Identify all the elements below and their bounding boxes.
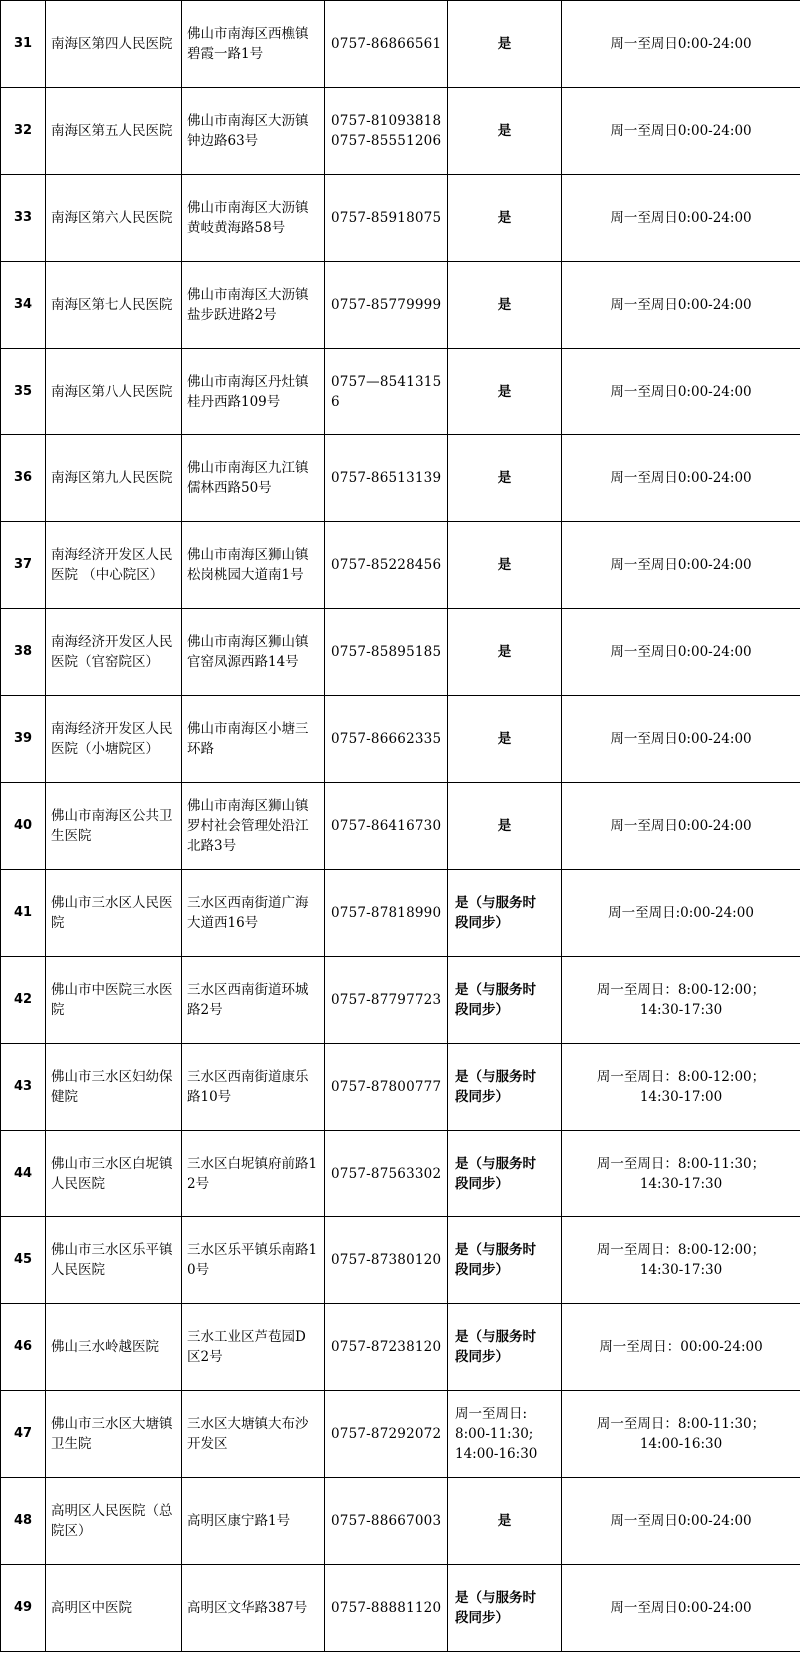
hospital-address: 佛山市南海区狮山镇罗村社会管理处沿江北路3号 [182, 783, 325, 870]
phone-line: 0757-85918075 [331, 209, 442, 226]
availability [448, 783, 562, 870]
phone-line: 0757-86513139 [331, 470, 442, 487]
available-line: 是 [497, 1513, 512, 1530]
hours-line: 周一至周日0:00-24:00 [610, 383, 752, 400]
service-hours [562, 348, 800, 435]
hospital-address: 三水区西南街道康乐路10号 [182, 1043, 325, 1130]
service-hours [562, 1565, 800, 1652]
table-body [1, 1, 800, 1652]
phone-line: 0757-86662335 [331, 731, 442, 748]
phone-line: 0757-87292072 [331, 1426, 442, 1443]
hospital-address: 三水区白坭镇府前路12号 [182, 1130, 325, 1217]
available-line: 段同步） [455, 1262, 509, 1279]
service-hours [562, 261, 800, 348]
available-line: 是 [497, 209, 512, 226]
hospital-phone [325, 1130, 448, 1217]
hours-line: 周一至周日0:00-24:00 [610, 644, 752, 661]
hospital-address: 三水区大塘镇大布沙开发区 [182, 1391, 325, 1478]
hours-line: 14:30-17:30 [639, 1001, 723, 1018]
hours-line: 周一至周日：00:00-24:00 [599, 1339, 763, 1356]
available-line: 段同步） [455, 1349, 509, 1366]
table-row [1, 87, 800, 174]
hospital-name: 佛山市三水区白坭镇人民医院 [46, 1130, 182, 1217]
availability [448, 1, 562, 88]
phone-line: 0757-87818990 [331, 904, 442, 921]
table-row [1, 696, 800, 783]
table-row [1, 1130, 800, 1217]
availability [448, 1130, 562, 1217]
hospital-name: 南海区第六人民医院 [46, 174, 182, 261]
hours-line: 14:30-17:00 [639, 1088, 723, 1105]
hours-line: 周一至周日：8:00-12:00； [596, 1242, 766, 1259]
hours-line: 14:30-17:30 [639, 1175, 723, 1192]
phone-line: 0757-88667003 [331, 1513, 442, 1530]
phone-line: 0757-87380120 [331, 1252, 442, 1269]
available-line: 段同步） [455, 1175, 509, 1192]
phone-line: 0757-85551206 [331, 132, 442, 149]
row-number: 48 [1, 1478, 46, 1565]
hospital-phone [325, 1304, 448, 1391]
available-line: 是 [497, 644, 512, 661]
table-row [1, 869, 800, 956]
row-number: 31 [1, 1, 46, 88]
service-hours [562, 1043, 800, 1130]
hospital-address: 三水区西南街道广海大道西16号 [182, 869, 325, 956]
hospital-phone [325, 522, 448, 609]
table-row [1, 1391, 800, 1478]
hospital-address: 高明区文华路387号 [182, 1565, 325, 1652]
hospital-name: 南海经济开发区人民医院 （中心院区） [46, 522, 182, 609]
row-number: 33 [1, 174, 46, 261]
availability [448, 1304, 562, 1391]
service-hours [562, 1217, 800, 1304]
service-hours [562, 1304, 800, 1391]
service-hours [562, 435, 800, 522]
hours-line: 14:30-17:30 [639, 1262, 723, 1279]
available-line: 段同步） [455, 1609, 509, 1626]
table-row [1, 1, 800, 88]
available-line: 是 [497, 817, 512, 834]
table-row [1, 261, 800, 348]
hospital-phone [325, 783, 448, 870]
available-line: 是 [497, 122, 512, 139]
hospital-address: 高明区康宁路1号 [182, 1478, 325, 1565]
table-row [1, 609, 800, 696]
available-line: 8:00-11:30; [455, 1426, 534, 1443]
available-line: 14:00-16:30 [455, 1446, 538, 1463]
availability [448, 1043, 562, 1130]
row-number: 47 [1, 1391, 46, 1478]
available-line: 是 [497, 557, 512, 574]
row-number: 32 [1, 87, 46, 174]
row-number: 36 [1, 435, 46, 522]
hours-line: 周一至周日0:00-24:00 [610, 1513, 752, 1530]
hours-line: 周一至周日0:00-24:00 [610, 817, 752, 834]
available-line: 是（与服务时 [455, 1155, 536, 1172]
hours-line: 周一至周日0:00-24:00 [610, 35, 752, 52]
hours-line: 周一至周日0:00-24:00 [610, 209, 752, 226]
hours-line: 周一至周日0:00-24:00 [610, 122, 752, 139]
availability [448, 261, 562, 348]
hospital-phone [325, 174, 448, 261]
available-line: 是（与服务时 [455, 1242, 536, 1259]
phone-line: 0757-87797723 [331, 991, 442, 1008]
hospital-name: 佛山市三水区人民医院 [46, 869, 182, 956]
phone-line: 0757-88881120 [331, 1599, 442, 1616]
hospital-address: 三水区西南街道环城路2号 [182, 956, 325, 1043]
row-number: 41 [1, 869, 46, 956]
hospital-phone [325, 1565, 448, 1652]
availability [448, 435, 562, 522]
phone-line: 0757-87800777 [331, 1078, 442, 1095]
table-row [1, 435, 800, 522]
row-number: 44 [1, 1130, 46, 1217]
available-line: 是（与服务时 [455, 1329, 536, 1346]
table-row [1, 783, 800, 870]
phone-line: 6 [331, 393, 340, 410]
hospital-name: 南海经济开发区人民医院（小塘院区） [46, 696, 182, 783]
phone-line: 0757-86416730 [331, 817, 442, 834]
service-hours [562, 696, 800, 783]
hospital-phone [325, 348, 448, 435]
hospital-name: 南海区第七人民医院 [46, 261, 182, 348]
available-line: 是（与服务时 [455, 981, 536, 998]
hours-line: 周一至周日0:00-24:00 [610, 470, 752, 487]
availability [448, 87, 562, 174]
hospital-address: 三水区乐平镇乐南路10号 [182, 1217, 325, 1304]
hospital-name: 南海区第八人民医院 [46, 348, 182, 435]
phone-line: 0757-85228456 [331, 557, 442, 574]
service-hours [562, 1, 800, 88]
row-number: 35 [1, 348, 46, 435]
phone-line: 0757-86866561 [331, 35, 442, 52]
service-hours [562, 869, 800, 956]
availability [448, 1478, 562, 1565]
hours-line: 周一至周日：8:00-11:30； [596, 1155, 766, 1172]
hours-line: 周一至周日:0:00-24:00 [608, 904, 754, 921]
availability [448, 609, 562, 696]
hospital-phone [325, 1391, 448, 1478]
available-line: 是（与服务时 [455, 1589, 536, 1606]
row-number: 37 [1, 522, 46, 609]
hours-line: 周一至周日0:00-24:00 [610, 1599, 752, 1616]
service-hours [562, 783, 800, 870]
hours-line: 周一至周日0:00-24:00 [610, 731, 752, 748]
phone-line: 0757-85895185 [331, 644, 442, 661]
available-line: 段同步） [455, 1001, 509, 1018]
availability [448, 869, 562, 956]
phone-line: 0757-85779999 [331, 296, 442, 313]
hospital-phone [325, 696, 448, 783]
row-number: 39 [1, 696, 46, 783]
hospital-phone [325, 261, 448, 348]
service-hours [562, 956, 800, 1043]
availability [448, 1565, 562, 1652]
row-number: 40 [1, 783, 46, 870]
service-hours [562, 1130, 800, 1217]
hospital-name: 佛山三水岭越医院 [46, 1304, 182, 1391]
phone-line: 0757-87238120 [331, 1339, 442, 1356]
table-row [1, 174, 800, 261]
availability [448, 522, 562, 609]
hospital-phone [325, 869, 448, 956]
availability [448, 348, 562, 435]
row-number: 42 [1, 956, 46, 1043]
hospital-phone [325, 87, 448, 174]
hours-line: 周一至周日：8:00-12:00； [596, 1068, 766, 1085]
service-hours [562, 522, 800, 609]
row-number: 43 [1, 1043, 46, 1130]
hospital-address: 佛山市南海区大沥镇盐步跃进路2号 [182, 261, 325, 348]
available-line: 段同步） [455, 914, 509, 931]
hospital-address: 佛山市南海区西樵镇碧霞一路1号 [182, 1, 325, 88]
table-row [1, 1217, 800, 1304]
table-row [1, 348, 800, 435]
hours-line: 周一至周日0:00-24:00 [610, 296, 752, 313]
hospital-address: 佛山市南海区九江镇儒林西路50号 [182, 435, 325, 522]
hospital-name: 南海经济开发区人民医院（官窑院区） [46, 609, 182, 696]
row-number: 46 [1, 1304, 46, 1391]
hospital-name: 佛山市三水区乐平镇人民医院 [46, 1217, 182, 1304]
hospital-phone [325, 956, 448, 1043]
row-number: 34 [1, 261, 46, 348]
available-line: 段同步） [455, 1088, 509, 1105]
hospital-phone [325, 1217, 448, 1304]
hospital-name: 佛山市中医院三水医院 [46, 956, 182, 1043]
hours-line: 周一至周日0:00-24:00 [610, 557, 752, 574]
availability [448, 1391, 562, 1478]
availability [448, 956, 562, 1043]
service-hours [562, 87, 800, 174]
hospital-phone [325, 1043, 448, 1130]
hospital-phone [325, 609, 448, 696]
available-line: 是 [497, 731, 512, 748]
hospital-name: 佛山市三水区妇幼保健院 [46, 1043, 182, 1130]
hospital-name: 南海区第九人民医院 [46, 435, 182, 522]
available-line: 是 [497, 35, 512, 52]
hospital-name: 南海区第五人民医院 [46, 87, 182, 174]
hospital-address: 三水工业区芦苞园D区2号 [182, 1304, 325, 1391]
hospital-name: 南海区第四人民医院 [46, 1, 182, 88]
service-hours [562, 174, 800, 261]
availability [448, 1217, 562, 1304]
table-row [1, 956, 800, 1043]
hospital-address: 佛山市南海区小塘三环路 [182, 696, 325, 783]
hospital-name: 佛山市三水区大塘镇卫生院 [46, 1391, 182, 1478]
table-row [1, 1043, 800, 1130]
hours-line: 周一至周日：8:00-12:00； [596, 981, 766, 998]
phone-line: 0757-81093818 [331, 112, 442, 129]
hospital-name: 佛山市南海区公共卫生医院 [46, 783, 182, 870]
service-hours [562, 1391, 800, 1478]
table-row [1, 1478, 800, 1565]
hours-line: 14:00-16:30 [639, 1436, 723, 1453]
row-number: 49 [1, 1565, 46, 1652]
available-line: 是 [497, 383, 512, 400]
available-line: 周一至周日: [455, 1406, 528, 1423]
row-number: 38 [1, 609, 46, 696]
hospital-phone [325, 1, 448, 88]
availability [448, 174, 562, 261]
hospital-address: 佛山市南海区大沥镇黄岐黄海路58号 [182, 174, 325, 261]
hospital-address: 佛山市南海区狮山镇松岗桃园大道南1号 [182, 522, 325, 609]
table-row [1, 522, 800, 609]
hospital-name: 高明区中医院 [46, 1565, 182, 1652]
phone-line: 0757-87563302 [331, 1165, 442, 1182]
availability [448, 696, 562, 783]
hospital-address: 佛山市南海区丹灶镇桂丹西路109号 [182, 348, 325, 435]
hospital-phone [325, 435, 448, 522]
available-line: 是 [497, 470, 512, 487]
available-line: 是 [497, 296, 512, 313]
service-hours [562, 609, 800, 696]
hospital-name: 高明区人民医院（总院区） [46, 1478, 182, 1565]
table-row [1, 1304, 800, 1391]
available-line: 是（与服务时 [455, 1068, 536, 1085]
row-number: 45 [1, 1217, 46, 1304]
phone-line: 0757—8541315 [331, 373, 442, 390]
hospital-address: 佛山市南海区狮山镇官窑凤源西路14号 [182, 609, 325, 696]
available-line: 是（与服务时 [455, 894, 536, 911]
table-row [1, 1565, 800, 1652]
hours-line: 周一至周日：8:00-11:30； [596, 1416, 766, 1433]
hospital-address: 佛山市南海区大沥镇钟边路63号 [182, 87, 325, 174]
hospital-phone [325, 1478, 448, 1565]
service-hours [562, 1478, 800, 1565]
